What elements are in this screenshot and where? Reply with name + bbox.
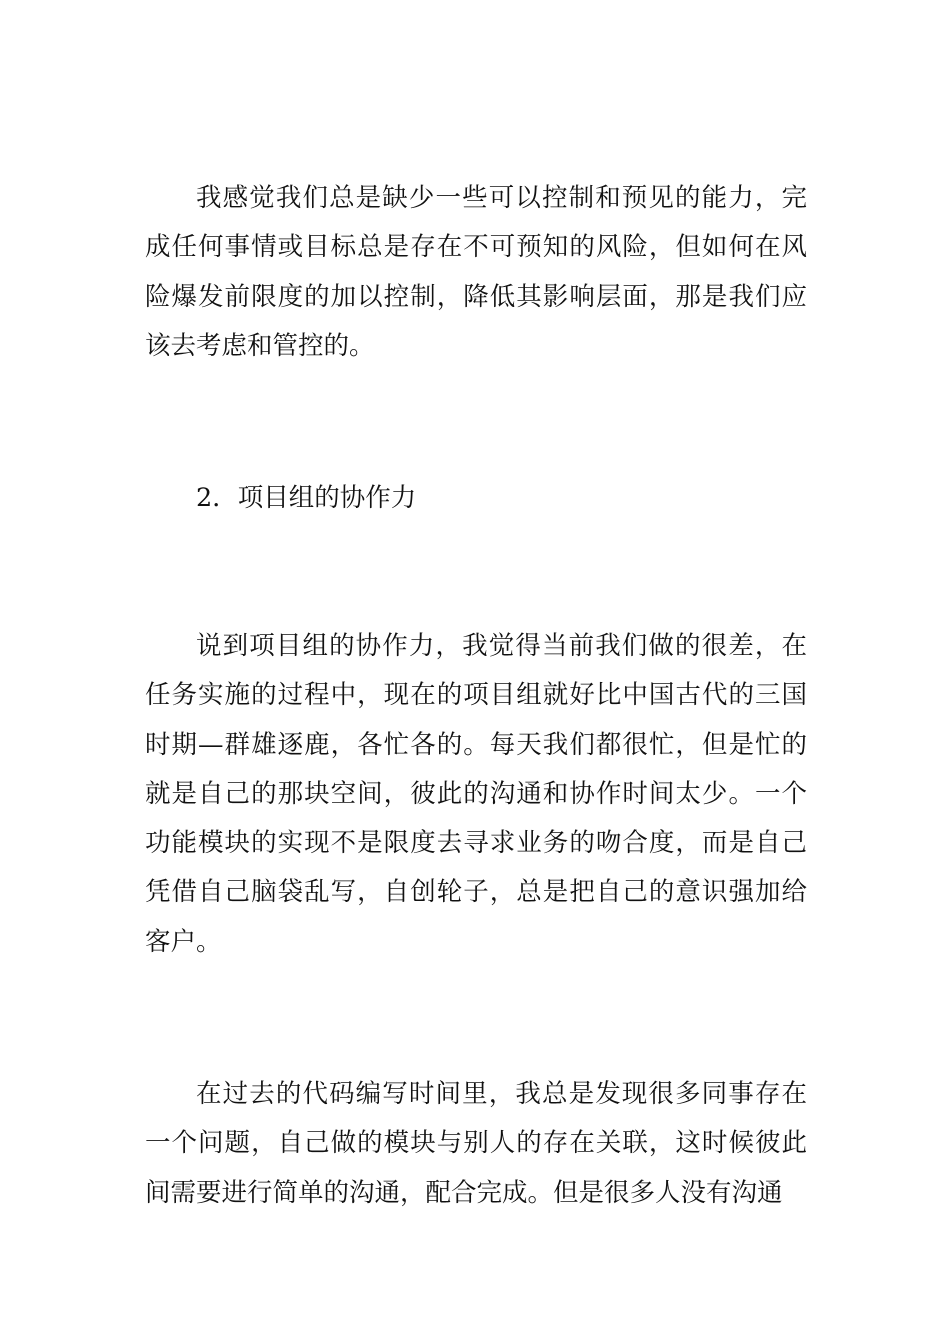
body-paragraph-collaboration: 说到项目组的协作力，我觉得当前我们做的很差，在任务实施的过程中，现在的项目组就好比中国古代的三国时期—群雄逐鹿，各忙各的。每天我们都很忙，但是忙的就是自己的那块空间，彼此的沟通和协作时间太少。一个功能模块的实现不是限度去寻求业务的吻合度，而是自己凭借自己脑袋乱写，自创轮子，总是把自己的意识强加给客户。: [145, 631, 807, 957]
body-paragraph-risk-control: 我感觉我们总是缺少一些可以控制和预见的能力，完成任何事情或目标总是存在不可预知的风险，但如何在风险爆发前限度的加以控制，降低其影响层面，那是我们应该去考虑和管控的。: [145, 183, 807, 361]
section-heading-team-collaboration: 2．项目组的协作力: [196, 483, 417, 513]
body-paragraph-code-writing: 在过去的代码编写时间里，我总是发现很多同事存在一个问题，自己做的模块与别人的存在关联，这时候彼此间需要进行简单的沟通，配合完成。但是很多人没有沟通: [145, 1079, 807, 1208]
